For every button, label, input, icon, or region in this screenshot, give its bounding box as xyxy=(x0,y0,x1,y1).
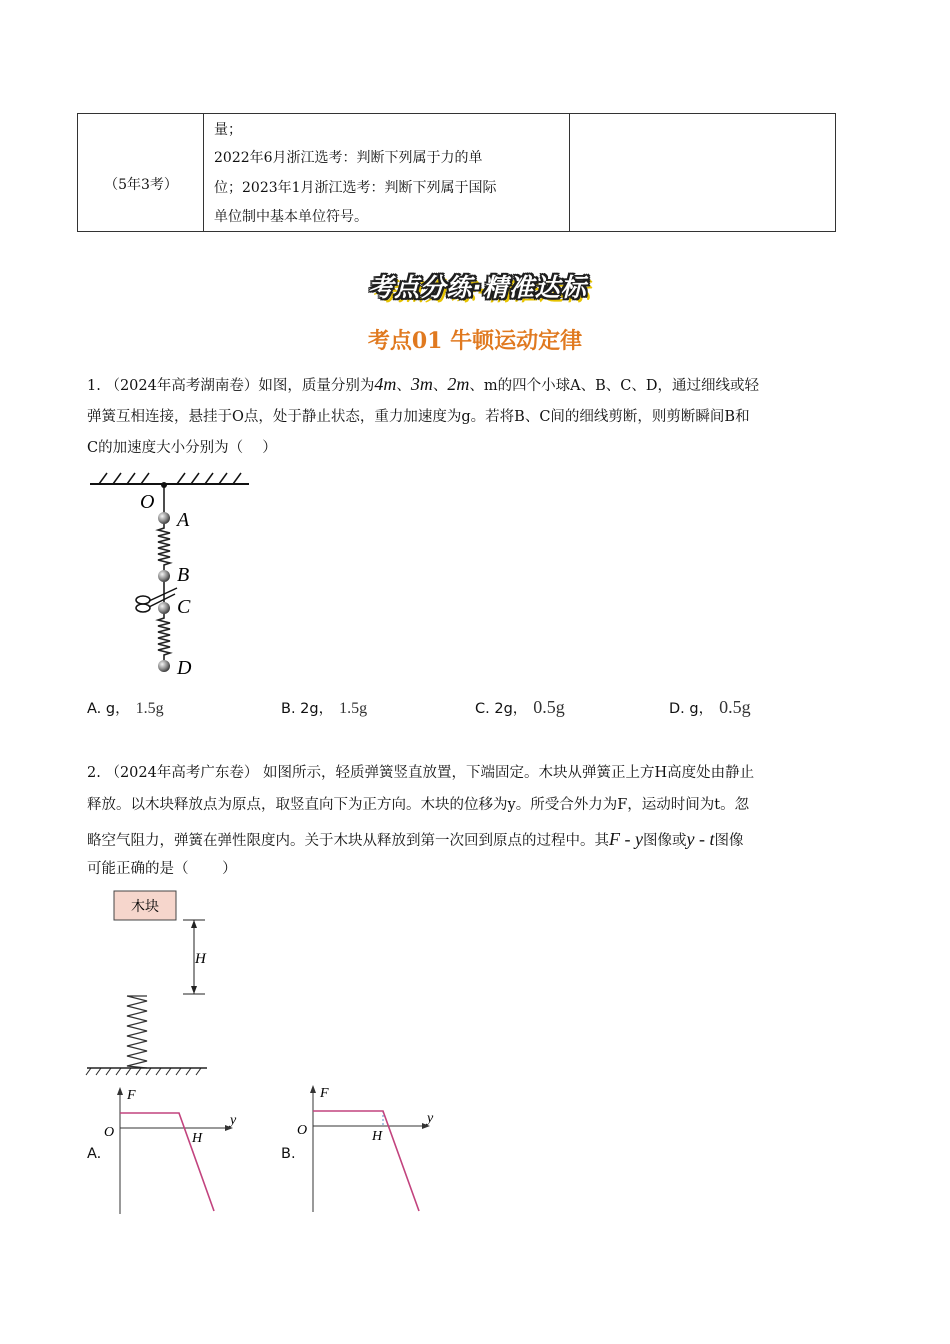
q1-sep-2: 、 xyxy=(432,378,448,394)
q1-option-d[interactable] xyxy=(669,697,751,718)
label-b: B xyxy=(177,564,190,586)
section-banner: 考点分练·精准达标 xyxy=(368,273,587,302)
q1-mass-3m: 3m xyxy=(410,374,433,394)
exam-count: （5年3考） xyxy=(104,177,178,193)
q2-text-b: 图像或 xyxy=(642,833,687,849)
arrow-up-icon xyxy=(191,920,197,928)
graph-a-origin-label: O xyxy=(104,1125,115,1140)
q1-option-d-value: 0.5g xyxy=(719,697,751,717)
graph-b-h-label: H xyxy=(372,1129,383,1144)
q2-option-a-label[interactable]: A. xyxy=(87,1146,102,1162)
q1-option-a-label: A. g， xyxy=(87,701,130,717)
graph-a[interactable] xyxy=(100,1084,260,1219)
q2-expr-f-y: F - y xyxy=(609,829,643,849)
ball-a xyxy=(158,512,170,524)
q2-text-a: 略空气阻力，弹簧在弹性限度内。关于木块从释放到第一次回到原点的过程中。其 xyxy=(87,833,609,849)
table-line-3: 位；2023年1月浙江选考：判断下列属于国际 xyxy=(214,180,497,196)
q1-sep-1: 、 xyxy=(396,378,411,394)
q1-option-c-label: C. 2g， xyxy=(475,701,528,717)
spring-ball-figure xyxy=(85,470,265,680)
q1-line-2: 弹簧互相连接，悬挂于O点，处于静止状态，重力加速度为g。若将B、C间的细线剪断，则剪断瞬间B和 xyxy=(87,409,750,425)
graph-b-y-label: y xyxy=(427,1111,434,1126)
q2-line-1: 2. （2024年高考广东卷） 如图所示，轻质弹簧竖直放置，下端固定。木块从弹簧正上方H高度处由静止 xyxy=(87,765,755,781)
table-line-4: 单位制中基本单位符号。 xyxy=(214,209,368,225)
q1-text-a: 1. （2024年高考湖南卷）如图，质量分别为 xyxy=(87,378,375,394)
graph-a-f-label: F xyxy=(127,1088,136,1103)
q2-expr-y-t: y - t xyxy=(686,829,715,849)
table-line-1: 量； xyxy=(214,122,242,138)
q2-option-b-label[interactable]: B. xyxy=(281,1146,296,1162)
table-line-2: 2022年6月浙江选考：判断下列属于力的单 xyxy=(214,150,483,166)
graph-b-origin-label: O xyxy=(297,1123,308,1138)
scissors-icon xyxy=(136,588,177,612)
table-cell-left xyxy=(78,114,204,231)
q1-option-a-value: 1.5g xyxy=(135,700,164,717)
q1-line-1 xyxy=(87,375,759,394)
graph-a-h-label: H xyxy=(192,1131,203,1146)
ball-d xyxy=(158,660,170,672)
ball-b xyxy=(158,570,170,582)
label-d: D xyxy=(177,657,192,679)
graph-a-f-arrow-icon xyxy=(117,1087,123,1095)
q1-option-a[interactable] xyxy=(87,697,164,718)
graph-b-f-label: F xyxy=(320,1086,329,1101)
q1-option-c-value: 0.5g xyxy=(533,697,565,717)
ground-hatch xyxy=(86,1068,201,1075)
height-label: H xyxy=(195,951,206,967)
graph-a-y-label: y xyxy=(230,1113,237,1128)
q1-text-b: 、m的四个小球A、B、C、D，通过细线或轻 xyxy=(469,378,759,394)
label-a: A xyxy=(177,509,190,531)
section-title: 考点01 牛顿运动定律 xyxy=(367,328,583,354)
info-table xyxy=(77,113,836,232)
q1-mass-4m: 4m xyxy=(374,374,397,394)
label-o: O xyxy=(140,491,155,513)
q1-mass-2m: 2m xyxy=(447,374,470,394)
q1-option-d-label: D. g， xyxy=(669,701,714,717)
q1-option-b[interactable] xyxy=(281,697,367,718)
q1-option-b-value: 1.5g xyxy=(339,700,368,717)
q1-option-b-label: B. 2g， xyxy=(281,701,334,717)
ceiling-hatch xyxy=(99,473,241,484)
ball-c xyxy=(158,602,170,614)
block-label: 木块 xyxy=(131,899,159,915)
spring-cd xyxy=(158,614,170,660)
q2-line-3 xyxy=(87,830,743,849)
vertical-spring xyxy=(127,996,147,1068)
q2-line-2: 释放。以木块释放点为原点，取竖直向下为正方向。木块的位移为y。所受合外力为F，运动时间为t。忽 xyxy=(87,797,750,813)
graph-b[interactable] xyxy=(293,1082,453,1217)
q2-line-4: 可能正确的是（ ） xyxy=(87,861,237,877)
spring-ab xyxy=(158,524,170,570)
block-spring-figure xyxy=(85,888,225,1078)
arrow-down-icon xyxy=(191,986,197,994)
label-c: C xyxy=(177,596,191,618)
q2-text-c: 图像 xyxy=(714,833,744,849)
q1-option-c[interactable] xyxy=(475,697,565,718)
q1-line-3: C的加速度大小分别为（ ） xyxy=(87,440,277,456)
graph-b-f-arrow-icon xyxy=(310,1085,316,1093)
